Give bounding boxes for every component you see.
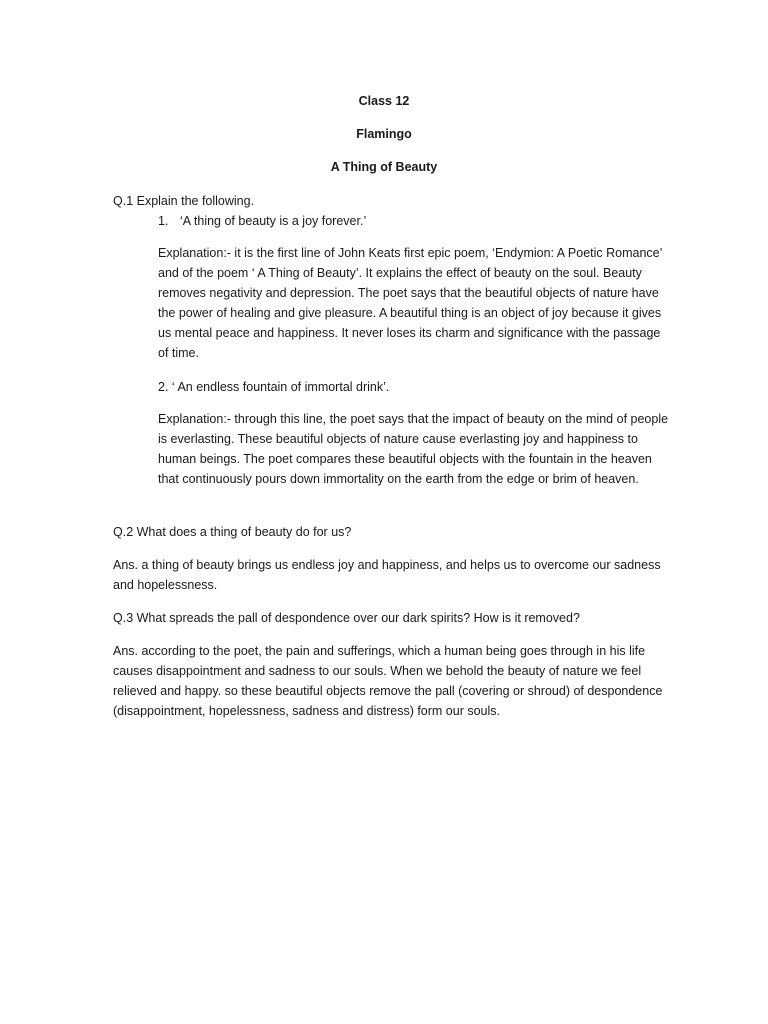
question-1-item-2: 2. ‘ An endless fountain of immortal drink’.	[158, 380, 390, 394]
question-2: Q.2 What does a thing of beauty do for us?	[113, 525, 352, 539]
chapter-title: A Thing of Beauty	[330, 160, 438, 174]
item-1-number: 1.	[158, 214, 169, 228]
question-1: Q.1 Explain the following.	[113, 194, 255, 208]
question-3: Q.3 What spreads the pall of despondence over our dark spirits? How is it removed?	[113, 611, 580, 625]
answer-2: Ans. a thing of beauty brings us endless joy and happiness, and helps us to overcome our sadness and hopelessness.	[113, 558, 661, 592]
item-1-explanation: Explanation:- it is the first line of John Keats first epic poem, ‘Endymion: A Poetic Romance’ and of the poem ‘ A Thing of Beauty’. It explains the effect of beauty on the soul. Beauty removes negativity and depression. The poet says that the beautiful objects of nature have the power of healing and give pleasure. A beautiful thing is an object of joy because it gives us mental peace and happiness. It never loses its charm and significance with the passage of time.	[158, 246, 662, 360]
book-title: Flamingo	[356, 127, 412, 141]
class-label: Class 12	[358, 94, 410, 108]
answer-3: Ans. according to the poet, the pain and sufferings, which a human being goes through in his life causes disappointment and sadness to our souls. When we behold the beauty of nature we feel relieved and happy. so these beautiful objects remove the pall (covering or shroud) of despondence (disappointment, hopelessness, sadness and distress) form our souls.	[113, 644, 663, 718]
question-1-item-1	[158, 211, 366, 231]
item-2-explanation: Explanation:- through this line, the poet says that the impact of beauty on the mind of people is everlasting. These beautiful objects of nature cause everlasting joy and happiness to human beings. The poet compares these beautiful objects with the fountain in the heaven that continuously pours down immortality on the earth from the edge or brim of heaven.	[158, 412, 669, 486]
item-1-quote: ‘A thing of beauty is a joy forever.’	[180, 214, 367, 228]
